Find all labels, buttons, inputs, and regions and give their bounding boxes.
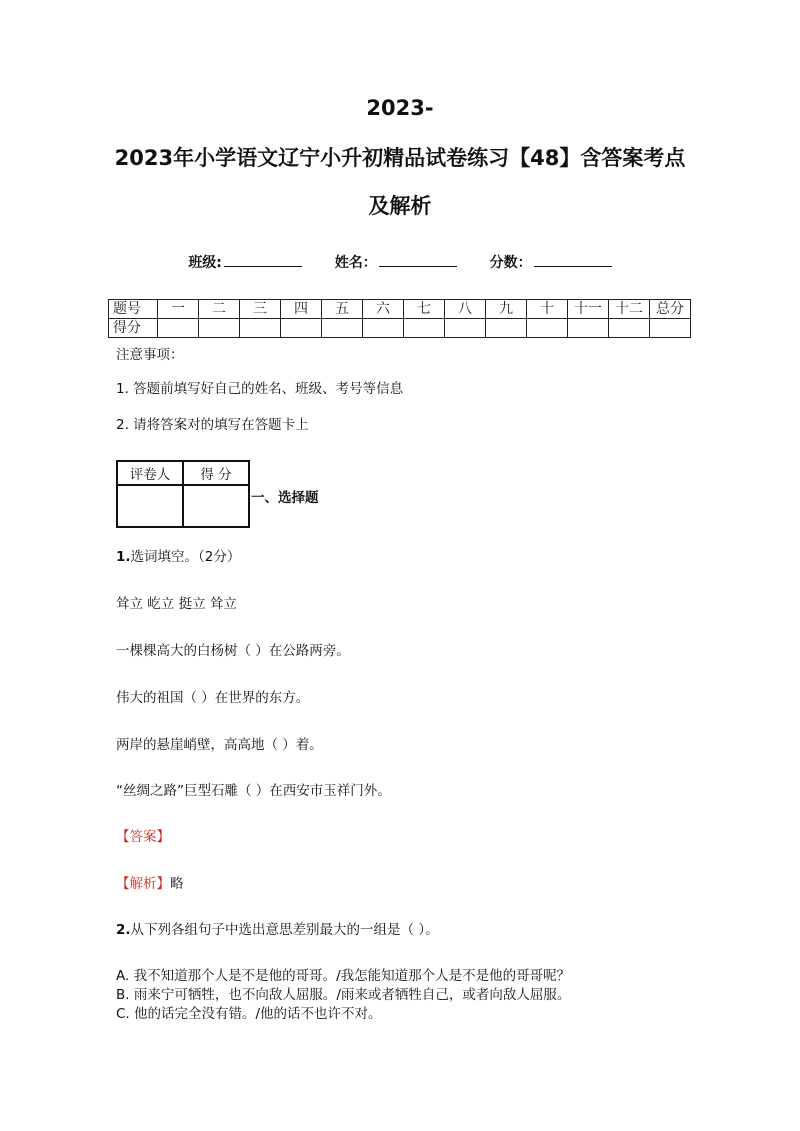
- note-item: 1. 答题前填写好自己的姓名、班级、考号等信息: [116, 381, 404, 397]
- choice-c: C. 他的话完全没有错。/他的话不也许不对。: [116, 1006, 382, 1022]
- title-line-1: 2023-: [366, 96, 434, 120]
- score-table-header-row: [109, 300, 691, 319]
- class-blank[interactable]: [224, 252, 302, 267]
- score-cell[interactable]: [527, 319, 568, 338]
- score-blank[interactable]: [534, 252, 612, 267]
- notes-heading: 注意事项：: [116, 347, 184, 363]
- question-2-stem: [116, 918, 439, 938]
- header-cell: 题号: [109, 300, 158, 319]
- choice-a: A. 我不知道那个人是不是他的哥哥。/我怎能知道那个人是不是他的哥哥呢？: [116, 968, 571, 984]
- class-label: 班级:: [188, 255, 222, 271]
- note-item: 2. 请将答案对的填写在答题卡上: [116, 417, 309, 433]
- header-cell: 十一: [568, 300, 609, 319]
- header-cell: 七: [404, 300, 445, 319]
- score-cell[interactable]: [158, 319, 199, 338]
- score-cell[interactable]: [322, 319, 363, 338]
- grader-header: 评卷人: [117, 461, 183, 485]
- answer-label: 【答案】: [116, 829, 170, 845]
- score-cell[interactable]: [609, 319, 650, 338]
- header-cell: 九: [486, 300, 527, 319]
- score-cell[interactable]: [445, 319, 486, 338]
- score-cell[interactable]: [486, 319, 527, 338]
- score-cell[interactable]: [363, 319, 404, 338]
- header-cell: 一: [158, 300, 199, 319]
- fill-blank-line: “丝绸之路”巨型石雕（ ）在西安市玉祥门外。: [116, 783, 391, 799]
- fill-blank-line: 伟大的祖国（ ）在世界的东方。: [116, 690, 310, 706]
- question-text: 选词填空。（2分）: [130, 549, 241, 565]
- header-cell: 十二: [609, 300, 650, 319]
- grader-cell[interactable]: [183, 485, 249, 527]
- fill-blank-line: 一棵棵高大的白杨树（ ）在公路两旁。: [116, 643, 350, 659]
- header-cell: 三: [240, 300, 281, 319]
- fill-blank-line: 两岸的悬崖峭壁，高高地（ ）着。: [116, 737, 323, 753]
- score-cell[interactable]: [199, 319, 240, 338]
- question-1-stem: [116, 545, 240, 565]
- score-cell[interactable]: [404, 319, 445, 338]
- name-label: 姓名：: [334, 255, 377, 271]
- question-number: 1.: [116, 549, 131, 565]
- question-number: 2.: [116, 922, 131, 938]
- score-cell[interactable]: [281, 319, 322, 338]
- score-cell[interactable]: [568, 319, 609, 338]
- grader-cell[interactable]: [117, 485, 183, 527]
- score-label: 分数：: [489, 255, 532, 271]
- row-label-cell: 得分: [109, 319, 158, 338]
- score-table: [108, 299, 691, 338]
- header-cell: 十: [527, 300, 568, 319]
- grader-table: [116, 460, 250, 528]
- choice-b: B. 雨来宁可牺牲，也不向敌人屈服。/雨来或者牺牲自己，或者向敌人屈服。: [116, 987, 571, 1003]
- analysis: [116, 872, 184, 892]
- header-cell: 六: [363, 300, 404, 319]
- question-text: 从下列各组句子中选出意思差别最大的一组是（ ）。: [130, 922, 439, 938]
- name-field[interactable]: [335, 252, 457, 272]
- header-cell: 二: [199, 300, 240, 319]
- name-blank[interactable]: [379, 252, 457, 267]
- header-cell: 总分: [650, 300, 691, 319]
- title-line-3: 及解析: [368, 194, 432, 218]
- score-cell[interactable]: [240, 319, 281, 338]
- title-line-2: 2023年小学语文辽宁小升初精品试卷练习【48】含答案考点: [114, 146, 686, 170]
- grader-header: 得 分: [183, 461, 249, 485]
- question-1-options: 耸立 屹立 挺立 耸立: [116, 596, 237, 612]
- student-info: [0, 252, 800, 272]
- score-cell[interactable]: [650, 319, 691, 338]
- section-title: 一、选择题: [251, 490, 319, 506]
- analysis-text: 略: [170, 876, 184, 892]
- header-cell: 五: [322, 300, 363, 319]
- header-cell: 八: [445, 300, 486, 319]
- class-field[interactable]: [188, 252, 302, 272]
- analysis-label: 【解析】: [116, 876, 170, 892]
- score-table-score-row: [109, 319, 691, 338]
- header-cell: 四: [281, 300, 322, 319]
- score-field[interactable]: [490, 252, 612, 272]
